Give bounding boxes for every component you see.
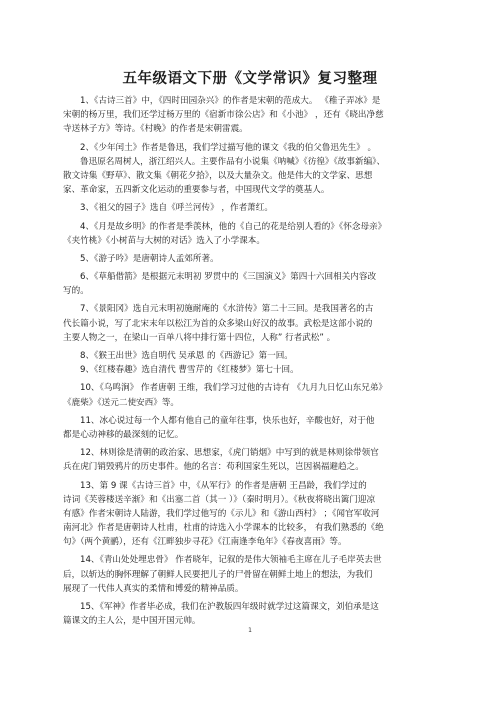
paragraph bbox=[63, 553, 443, 596]
text-line: 诗词《芙蓉楼送辛渐》和《出塞二首（其一 ）》（秦时明月）。《秋夜将晓出篱门迎凉 bbox=[63, 494, 376, 505]
text-line: 5、《游子吟》是唐朝诗人孟郊所著。 bbox=[80, 253, 219, 264]
text-line: 寺送林子方》等诗。《村晚》的作者是宋朝雷震。 bbox=[63, 124, 248, 135]
text-line: 11、冰心说过每一个人都有他自己的童年往事，快乐也好，辛酸也好，对于他 bbox=[80, 415, 375, 426]
text-line: 1、《古诗三首》中，《四时田园杂兴》的作者是宋朝的范成大。 《稚子弄冰》是 bbox=[80, 96, 381, 106]
text-line: 13、第 9 课《古诗三首》中，《从军行》的作者是唐朝 王昌龄，我们学过的 bbox=[80, 480, 367, 491]
text-line: 宋朝的杨万里，我们还学过杨万里的《宿新市徐公店》和《小池》 ，还有《晓出净慈 bbox=[63, 110, 384, 121]
page-number: 1 bbox=[248, 627, 252, 634]
paragraph bbox=[63, 479, 443, 550]
text-line: 后，以斩达的胸怀理解了朝鲜人民要把儿子的尸骨留在朝鲜土地上的想法，为我们 bbox=[63, 569, 373, 580]
paragraph bbox=[63, 349, 443, 377]
text-line: 有感》作者宋朝诗人陆游，我们学过他写的《示儿》和《游山西村》 ；《闻官军收河 bbox=[63, 508, 380, 519]
text-line: 10、《乌鸣涧》 作者唐朝 王维，我们学习过他的古诗有 《九月九日忆山东兄弟》 bbox=[80, 383, 388, 394]
text-line: 7、《景阳冈》选自元末明初施耐庵的《水浒传》第二十三回。是我国著名的古 bbox=[80, 304, 374, 315]
paragraph bbox=[63, 446, 443, 474]
paragraph bbox=[63, 94, 443, 137]
text-line: 2、《少年闰土》作者是鲁迅，我们学过描写他的课文《我的伯父鲁迅先生》 。 bbox=[80, 142, 377, 153]
paragraph bbox=[63, 270, 443, 298]
text-line: 4、《月是故乡明》的作者是季羡林，他的《自己的花是给别人看的》《怀念母亲》 bbox=[80, 221, 387, 232]
text-line: 主要人物之一，在梁山一百单八将中排行第十四位，人称” 行者武松” 。 bbox=[63, 332, 336, 343]
text-line: 15、《军神》作者毕必成，我们在沪教版四年级时就学过这篇课文，刘伯承是这 bbox=[80, 602, 379, 612]
text-line: 9、《红楼春趣》选自清代 曹雪芹的《红楼梦》第七十回。 bbox=[80, 365, 299, 376]
text-line: 南河北》作者是唐朝诗人杜甫，杜甫的诗选入小学课本的比较多， 有我们熟悉的《绝 bbox=[63, 523, 384, 534]
text-line: 都是心动神移的最深刻的记忆。 bbox=[63, 429, 184, 440]
paragraph bbox=[63, 414, 443, 442]
paragraph bbox=[63, 381, 443, 409]
text-line: 家、革命家，五四新文化运动的重要参与者，中国现代文学的奠基人。 bbox=[63, 185, 330, 196]
text-line: 6、《草船借箭》是根据元末明初 罗贯中的《三国演义》第四十六回相关内容改 bbox=[80, 272, 377, 283]
paragraph bbox=[63, 201, 443, 215]
document-title: 五年级语文下册《文学常识》复习整理 bbox=[122, 71, 378, 87]
text-line: 《鹿柴》《送元二使安西》等。 bbox=[63, 397, 180, 408]
paragraph bbox=[63, 220, 443, 248]
text-line: 散文诗集《野草》、散文集《朝花夕拾》，以及大量杂文。他是伟大的文学家、思想 bbox=[63, 170, 373, 181]
paragraph bbox=[63, 302, 443, 345]
paragraph bbox=[63, 141, 443, 198]
text-line: 句》（两个黄鹂），还有《江畔独步寻花》《江南逢李龟年》《春夜喜雨》等。 bbox=[63, 537, 347, 548]
text-line: 8、《猴王出世》选自明代 吴承恩 的《西游记》第一回。 bbox=[80, 351, 293, 361]
text-line: 12、林则徐是清朝的政治家、思想家，《虎门销烟》中写到的就是林则徐带领官 bbox=[80, 448, 379, 459]
document-body bbox=[63, 94, 443, 632]
text-line: 写的。 bbox=[63, 286, 89, 297]
text-line: 3、《祖父的园子》选自《呼兰河传》 ，作者萧红。 bbox=[80, 203, 273, 214]
text-line: 鲁迅原名周树人，浙江绍兴人。主要作品有小说集《呐喊》《彷徨》《故事新编》、 bbox=[80, 156, 386, 167]
paragraph bbox=[63, 252, 443, 266]
text-line: 展现了一代伟人真实的柔情和博爱的精神品质。 bbox=[63, 583, 244, 594]
text-line: 代长篇小说，写了北宋末年以松江为首的众多梁山好汉的故事。武松是这部小说的 bbox=[63, 318, 373, 329]
text-line: 《夹竹桃》《小树苗与大树的对话》选入了小学课本。 bbox=[63, 235, 265, 246]
text-line: 篇课文的主人公，是中国开国元帅。 bbox=[63, 616, 201, 627]
text-line: 14、《青山处处埋忠骨》 作者晓年，记叙的是伟大领袖毛主席在儿子毛岸英去世 bbox=[80, 555, 382, 566]
paragraph bbox=[63, 600, 443, 628]
text-line: 兵在虎门销毁鸦片的历史事件。他的名言：苟利国家生死以，岂因祸福避趋之。 bbox=[63, 462, 364, 473]
